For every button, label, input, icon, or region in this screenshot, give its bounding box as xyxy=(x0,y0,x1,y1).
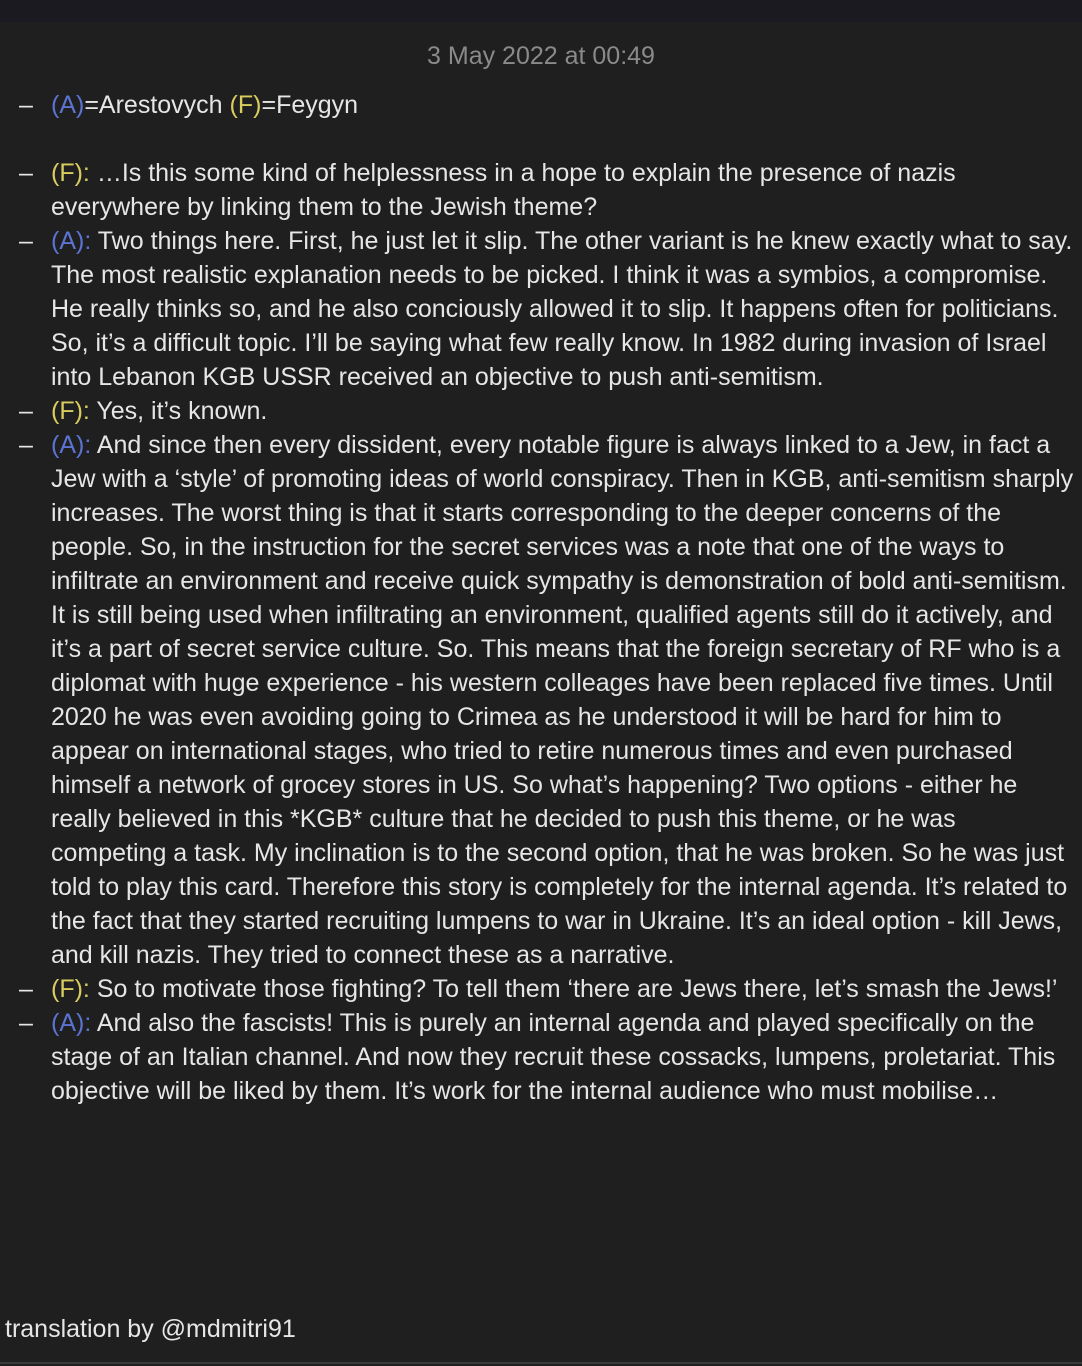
blank-line xyxy=(0,122,1082,156)
bullet-dash: – xyxy=(19,91,33,119)
bottom-divider xyxy=(0,1362,1082,1364)
dialogue-text: Yes, it’s known. xyxy=(89,397,268,425)
speaker-tag: (F): xyxy=(51,159,90,187)
speaker-tag: (F): xyxy=(51,975,90,1003)
dialogue-text: Two things here. First, he just let it slip. The other variant is he knew exactly what to say. The most realistic explanation needs to be picked. I think it was a symbios, a compromise. He really thinks so, and he also conciously allowed it to slip. It happens often for politicians. So, it’s a difficult topic. I’ll be saying what few really know. In 1982 during invasion of Israel into Lebanon KGB USSR received an objective to push anti-semitism. xyxy=(51,227,1073,391)
dialogue-text: …Is this some kind of helplessness in a hope to explain the presence of nazis everywhere by linking them to the Jewish theme? xyxy=(51,159,956,221)
speaker-tag: (F): xyxy=(51,397,90,425)
speaker-tag: (A): xyxy=(51,227,92,255)
dialogue-text: And also the fascists! This is purely an internal agenda and played specifically on the stage of an Italian channel. And now they recruit these cossacks, lumpens, proletariat. This objective will be liked by them. It’s work for the internal audience who must mobilise… xyxy=(51,1009,1056,1105)
message-timestamp: 3 May 2022 at 00:49 xyxy=(427,42,655,70)
translation-credit: translation by @mdmitri91 xyxy=(5,1315,296,1343)
bullet-dash: – xyxy=(19,1009,33,1037)
bullet-dash: – xyxy=(19,397,33,425)
bullet-dash: – xyxy=(19,975,33,1003)
bullet-dash: – xyxy=(19,227,33,255)
dialogue-lines xyxy=(0,156,1082,1108)
dialogue-line xyxy=(0,224,1082,394)
dialogue-text: And since then every dissident, every notable figure is always linked to a Jew, in fact a Jew with a ‘style’ of promoting ideas of world conspiracy. Then in KGB, anti-semitism sharply increases. The worst thing is that it starts corresponding to the deeper concerns of the people. So, in the instruction for the secret services was a note that one of the ways to infiltrate an environment and receive quick sympathy is demonstration of bold anti-semitism. It is still being used when infiltrating an environment, qualified agents still do it actively, and it’s a part of secret service culture. So. This means that the foreign secretary of RF who is a diplomat with huge experience - his western colleages have been replaced five times. Until 2020 he was even avoiding going to Crimea as he understood it will be hard for him to appear on international stages, who tried to retire numerous times and even purchased himself a network of grocey stores in US. So what’s happening? Two options - either he really believed in this *KGB* culture that he decided to push this theme, or he was competing a task. My inclination is to the second option, that he was broken. So he was just told to play this card. Therefore this story is completely for the internal agenda. It’s related to the fact that they started recruiting lumpens to war in Ukraine. It’s an ideal option - kill Jews, and kill nazis. They tried to connect these as a narrative. xyxy=(51,431,1074,969)
window-top-strip xyxy=(0,0,1082,22)
speaker-f-name: =Feygyn xyxy=(261,91,359,119)
speaker-a-tag: (A) xyxy=(51,91,85,119)
dialogue-text: So to motivate those fighting? To tell them ‘there are Jews there, let’s smash the Jews!’ xyxy=(89,975,1058,1003)
bullet-dash: – xyxy=(19,431,33,459)
speaker-a-name: =Arestovych xyxy=(84,91,223,119)
speaker-f-tag: (F) xyxy=(229,91,262,119)
dialogue-line xyxy=(0,1006,1082,1108)
dialogue-line xyxy=(0,428,1082,972)
dialogue-line xyxy=(0,972,1082,1006)
speaker-tag: (A): xyxy=(51,1009,92,1037)
speaker-tag: (A): xyxy=(51,431,92,459)
legend-line xyxy=(0,88,1082,122)
transcript xyxy=(0,88,1082,1108)
dialogue-line xyxy=(0,394,1082,428)
dialogue-line xyxy=(0,156,1082,224)
bullet-dash: – xyxy=(19,159,33,187)
